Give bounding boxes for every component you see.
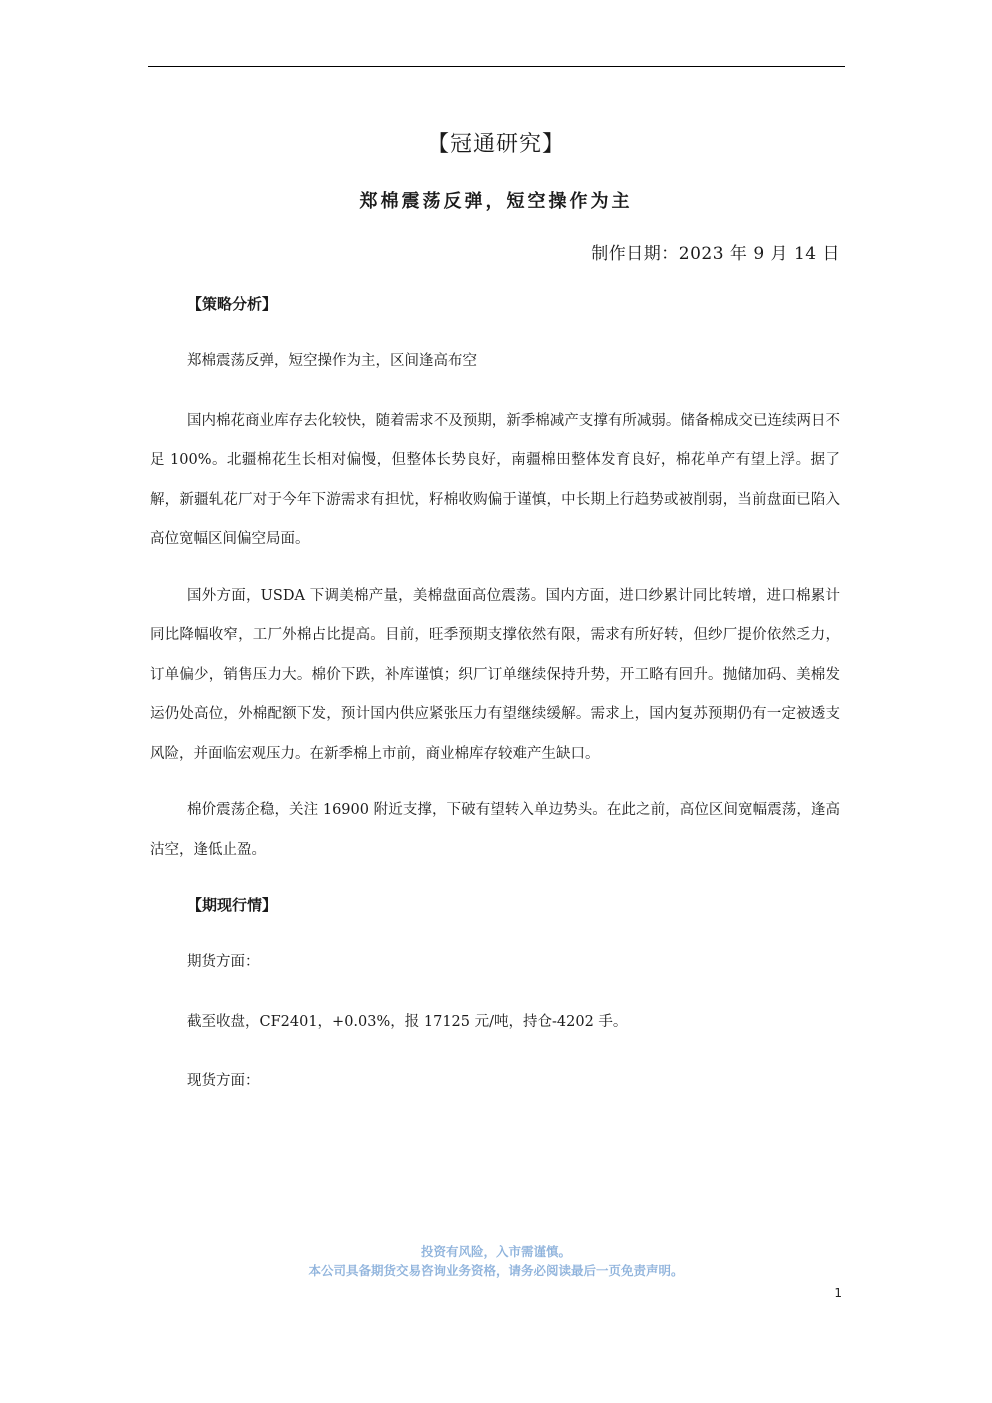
strategy-paragraph-outlook: 棉价震荡企稳，关注 16900 附近支撑，下破有望转入单边势头。在此之前，高位区间宽幅震荡，逢高沽空，逢低止盈。 <box>150 802 840 858</box>
risk-warning: 投资有风险，入市需谨慎。 <box>420 1244 571 1259</box>
document-body <box>150 286 840 1122</box>
qualification-notice: 本公司具备期货交易咨询业务资格，请务必阅读最后一页免责声明。 <box>308 1263 684 1278</box>
strategy-heading: 【策略分析】 <box>187 295 278 313</box>
strategy-summary: 郑棉震荡反弹，短空操作为主，区间逢高布空 <box>187 353 477 369</box>
header-rule <box>148 66 845 67</box>
page-number: 1 <box>834 1286 842 1300</box>
market-heading: 【期现行情】 <box>187 896 278 914</box>
risk-disclaimer-footer <box>0 1242 992 1280</box>
futures-quote: 截至收盘，CF2401，+0.03%，报 17125 元/吨，持仓-4202 手。 <box>187 1013 628 1030</box>
document-title: 郑棉震荡反弹，短空操作为主 <box>359 191 633 212</box>
futures-label: 期货方面： <box>187 954 260 970</box>
strategy-paragraph-domestic: 国内棉花商业库存去化较快，随着需求不及预期，新季棉减产支撑有所减弱。储备棉成交已连续两日不足 100%。北疆棉花生长相对偏慢，但整体长势良好，南疆棉田整体发育良好，棉花单产有望上浮。据了解，新疆轧花厂对于今年下游需求有担忧，籽棉收购偏于谨慎，中长期上行趋势或被削弱，当前盘面已陷入高位宽幅区间偏空局面。 <box>150 412 840 547</box>
strategy-paragraph-international: 国外方面，USDA 下调美棉产量，美棉盘面高位震荡。国内方面，进口纱累计同比转增，进口棉累计同比降幅收窄，工厂外棉占比提高。目前，旺季预期支撑依然有限，需求有所好转，但纱厂提价依然乏力，订单偏少，销售压力大。棉价下跌，补库谨慎；织厂订单继续保持升势，开工略有回升。抛储加码、美棉发运仍处高位，外棉配额下发，预计国内供应紧张压力有望继续缓解。需求上，国内复苏预期仍有一定被透支风险，并面临宏观压力。在新季棉上市前，商业棉库存较难产生缺口。 <box>150 587 840 762</box>
brand-title: 【冠通研究】 <box>426 132 565 157</box>
spot-label: 现货方面： <box>187 1073 260 1089</box>
document-date: 制作日期：2023 年 9 月 14 日 <box>591 244 840 264</box>
